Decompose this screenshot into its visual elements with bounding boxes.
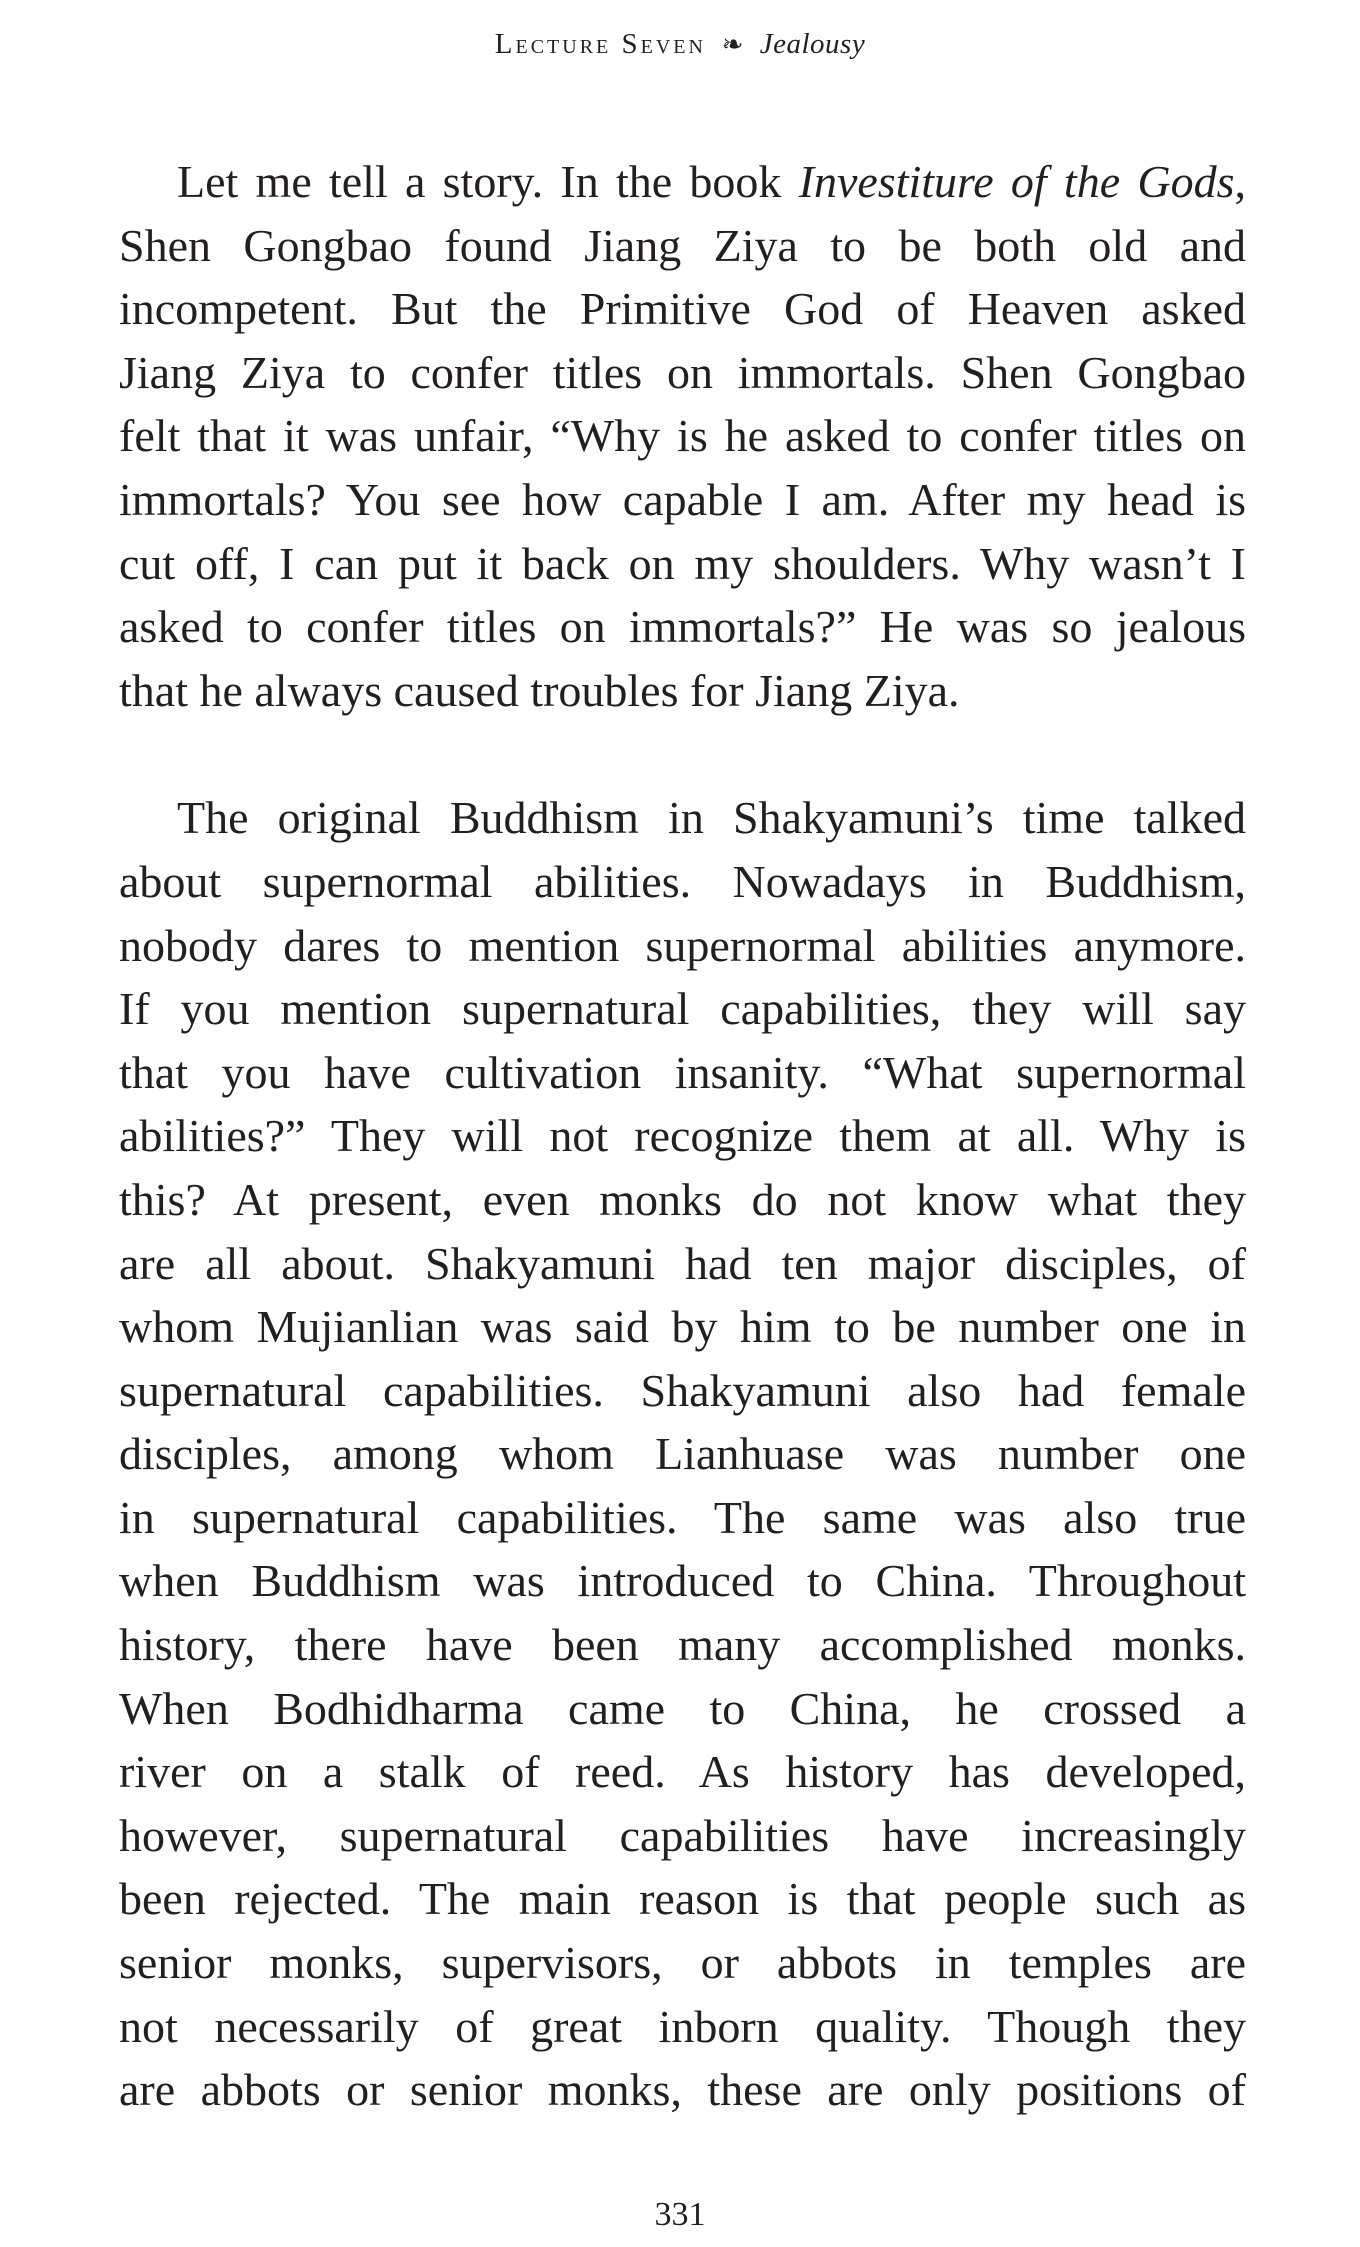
text-line: incompetent. But the Primitive God of Heaven asked	[119, 283, 1246, 335]
running-head-lecture: Lecture Seven	[494, 28, 706, 60]
paragraph	[119, 786, 1246, 2121]
text-line: about supernormal abilities. Nowadays in Buddhism,	[119, 855, 1246, 907]
text-line: asked to confer titles on immortals?” He was so jealous	[119, 601, 1246, 653]
text-line: If you mention supernatural capabilities, they will say	[119, 983, 1246, 1035]
text-line: that you have cultivation insanity. “What supernormal	[119, 1046, 1246, 1098]
text-line: history, there have been many accomplished monks.	[119, 1619, 1246, 1671]
book-title: Investiture of the Gods	[798, 156, 1235, 207]
text-line: When Bodhidharma came to China, he crossed a	[119, 1682, 1246, 1734]
text-line: senior monks, supervisors, or abbots in temples are	[119, 1937, 1246, 1989]
running-head-chapter: Jealousy	[759, 28, 866, 60]
text-line-1-1-lead: Let me tell a story. In the book	[177, 156, 799, 207]
text-line: however, supernatural capabilities have increasingly	[119, 1809, 1246, 1861]
paragraph	[119, 150, 1246, 722]
fleuron-ornament-icon: ❧	[721, 30, 744, 59]
text-line: whom Mujianlian was said by him to be number one in	[119, 1301, 1246, 1353]
text-line: been rejected. The main reason is that people such as	[119, 1873, 1246, 1925]
text-line-1-1-trail: ,	[1234, 156, 1246, 207]
text-line: Jiang Ziya to confer titles on immortals. Shen Gongbao	[119, 346, 1246, 398]
body-text	[119, 150, 1246, 2122]
paragraph-gap	[119, 722, 1246, 786]
text-line: abilities?” They will not recognize them at all. Why is	[119, 1110, 1246, 1162]
text-line: supernatural capabilities. Shakyamuni also had female	[119, 1364, 1246, 1416]
page-number: 331	[654, 2196, 706, 2233]
text-line: nobody dares to mention supernormal abilities anymore.	[119, 919, 1246, 971]
text-line: cut off, I can put it back on my shoulders. Why wasn’t I	[119, 537, 1246, 589]
text-line: that he always caused troubles for Jiang Ziya.	[119, 664, 960, 716]
text-line: immortals? You see how capable I am. After my head is	[119, 473, 1246, 525]
text-line: felt that it was unfair, “Why is he asked to confer titles on	[119, 410, 1246, 462]
text-line: this? At present, even monks do not know what they	[119, 1173, 1246, 1225]
text-line: disciples, among whom Lianhuase was number one	[119, 1428, 1246, 1480]
text-line: in supernatural capabilities. The same was also true	[119, 1491, 1246, 1543]
text-line: are abbots or senior monks, these are only positions of	[119, 2064, 1246, 2116]
text-line: not necessarily of great inborn quality. Though they	[119, 2000, 1246, 2052]
text-line: The original Buddhism in Shakyamuni’s time talked	[177, 792, 1246, 844]
running-head	[0, 28, 1360, 61]
text-line-1-1	[119, 150, 1246, 214]
text-line: river on a stalk of reed. As history has developed,	[119, 1746, 1246, 1798]
text-line: when Buddhism was introduced to China. Throughout	[119, 1555, 1246, 1607]
text-line: Shen Gongbao found Jiang Ziya to be both old and	[119, 219, 1246, 271]
text-line: are all about. Shakyamuni had ten major disciples, of	[119, 1237, 1246, 1289]
